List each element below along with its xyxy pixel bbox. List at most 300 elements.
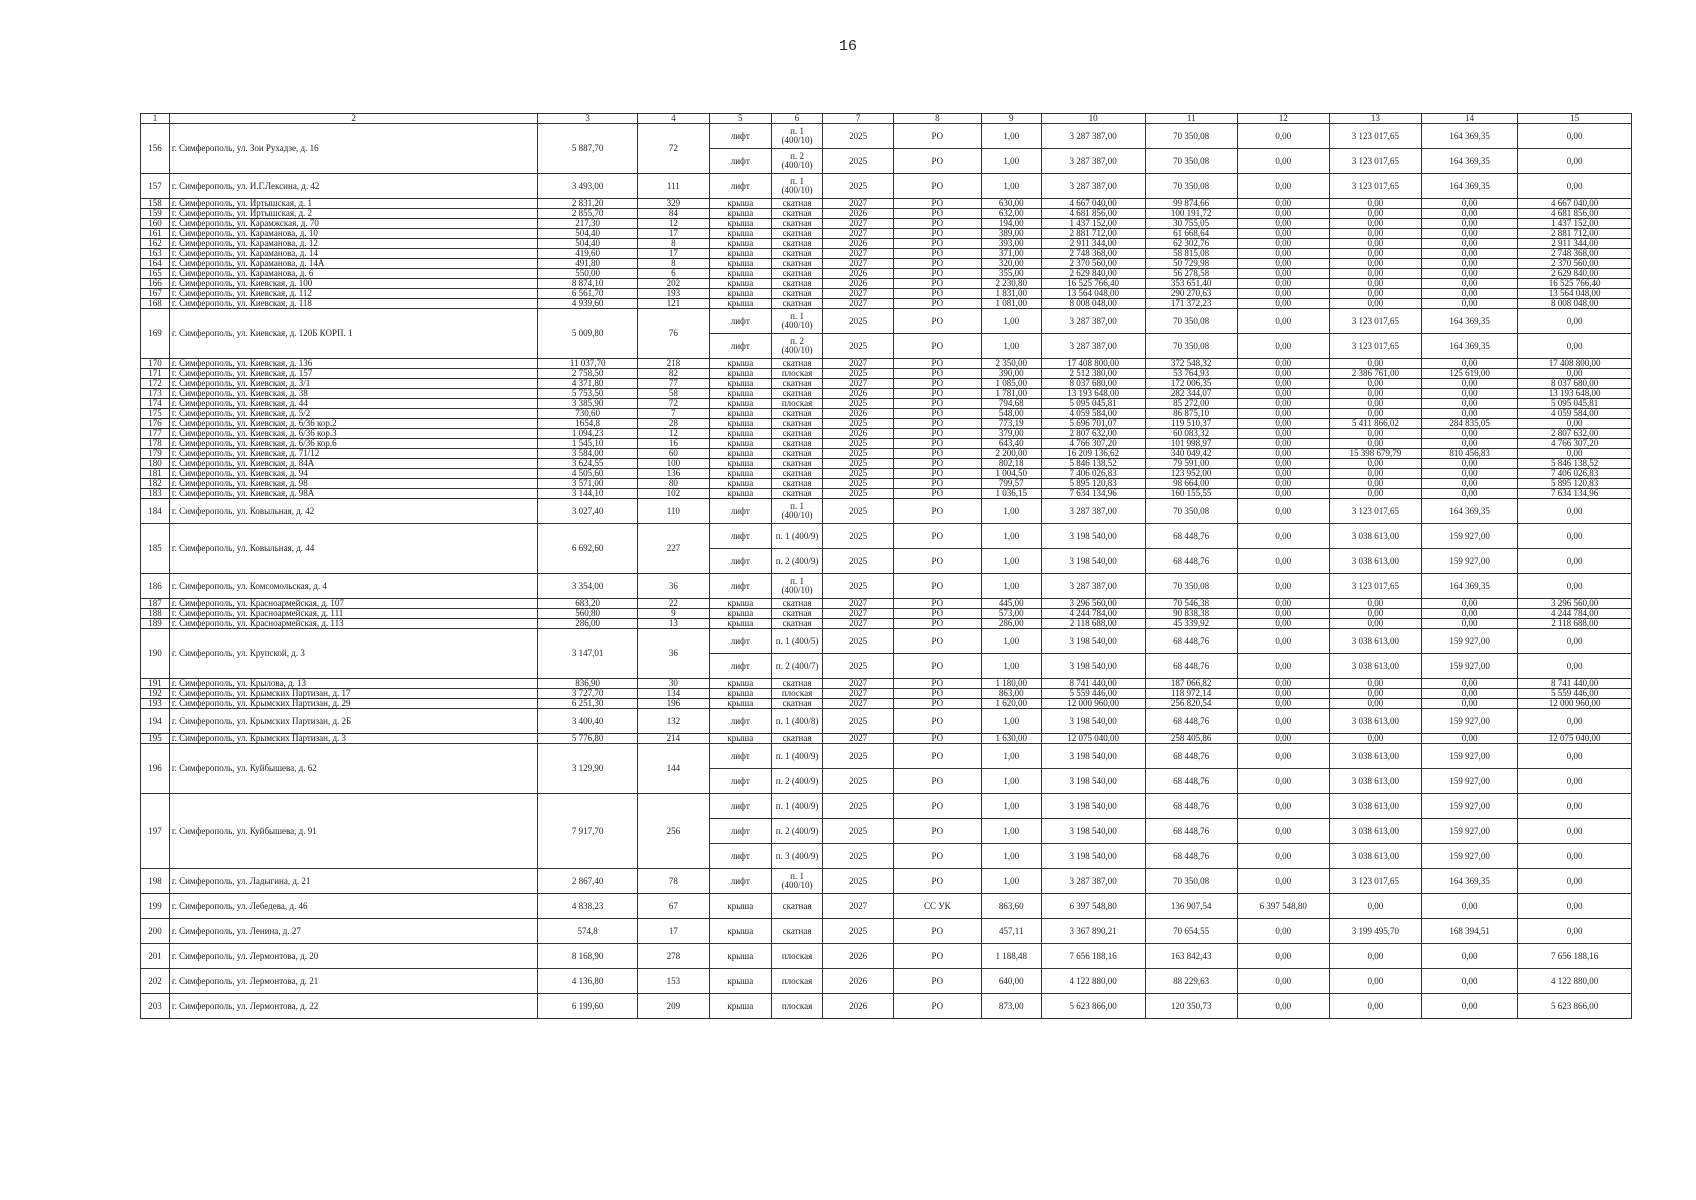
address-cell: г. Симферополь, ул. Крымских Партизан, д. 3 — [169, 734, 537, 744]
fund-share-cell: 0,00 — [1329, 944, 1421, 969]
owner-funds-cell: 0,00 — [1237, 679, 1329, 689]
funding-source-cell: РО — [893, 469, 981, 479]
owner-funds-cell: 0,00 — [1237, 334, 1329, 359]
table-row — [141, 174, 1632, 199]
fund-share-cell: 0,00 — [1329, 489, 1421, 499]
quantity-cell: 1,00 — [981, 499, 1041, 524]
design-cost-cell: 258 405,86 — [1145, 734, 1237, 744]
regional-funds-cell: 0,00 — [1518, 794, 1632, 819]
quantity-cell: 1 781,00 — [981, 389, 1041, 399]
row-number-cell: 178 — [141, 439, 170, 449]
work-detail-cell: скатная — [771, 449, 822, 459]
year-cell: 2025 — [823, 819, 894, 844]
area-cell: 6 199,60 — [538, 994, 638, 1019]
quantity-cell: 548,00 — [981, 409, 1041, 419]
budget-share-cell: 0,00 — [1421, 699, 1517, 709]
work-type-cell: лифт — [709, 499, 771, 524]
residents-cell: 153 — [637, 969, 709, 994]
work-type-cell: крыша — [709, 269, 771, 279]
quantity-cell: 2 200,00 — [981, 449, 1041, 459]
row-number-cell: 188 — [141, 609, 170, 619]
table-row — [141, 709, 1632, 734]
address-cell: г. Симферополь, ул. Киевская, д. 118 — [169, 299, 537, 309]
table-row — [141, 894, 1632, 919]
table-row — [141, 399, 1632, 409]
row-number-cell: 164 — [141, 259, 170, 269]
design-cost-cell: 68 448,76 — [1145, 629, 1237, 654]
quantity-cell: 1,00 — [981, 149, 1041, 174]
budget-share-cell: 0,00 — [1421, 969, 1517, 994]
year-cell: 2027 — [823, 894, 894, 919]
year-cell: 2027 — [823, 699, 894, 709]
row-number-cell: 191 — [141, 679, 170, 689]
row-number-cell: 203 — [141, 994, 170, 1019]
work-detail-cell: скатная — [771, 459, 822, 469]
owner-funds-cell: 0,00 — [1237, 994, 1329, 1019]
residents-cell: 227 — [637, 524, 709, 574]
residents-cell: 214 — [637, 734, 709, 744]
work-detail-cell: п. 1 (400/5) — [771, 629, 822, 654]
area-cell: 3 147,01 — [538, 629, 638, 679]
work-detail-cell: скатная — [771, 229, 822, 239]
fund-share-cell: 0,00 — [1329, 609, 1421, 619]
residents-cell: 16 — [637, 439, 709, 449]
address-cell: г. Симферополь, ул. Киевская, д. 6/36 кор.3 — [169, 429, 537, 439]
fund-share-cell: 3 038 613,00 — [1329, 819, 1421, 844]
fund-share-cell: 0,00 — [1329, 229, 1421, 239]
quantity-cell: 1,00 — [981, 709, 1041, 734]
total-cost-cell: 3 287 387,00 — [1041, 499, 1145, 524]
work-type-cell: крыша — [709, 479, 771, 489]
work-detail-cell: п. 1 (400/10) — [771, 174, 822, 199]
funding-source-cell: РО — [893, 969, 981, 994]
design-cost-cell: 68 448,76 — [1145, 769, 1237, 794]
total-cost-cell: 4 122 880,00 — [1041, 969, 1145, 994]
design-cost-cell: 118 972,14 — [1145, 689, 1237, 699]
residents-cell: 30 — [637, 679, 709, 689]
total-cost-cell: 1 437 152,00 — [1041, 219, 1145, 229]
fund-share-cell: 3 038 613,00 — [1329, 794, 1421, 819]
row-number-cell: 196 — [141, 744, 170, 794]
funding-source-cell: РО — [893, 409, 981, 419]
work-detail-cell: скатная — [771, 239, 822, 249]
area-cell: 5 776,80 — [538, 734, 638, 744]
total-cost-cell: 2 881 712,00 — [1041, 229, 1145, 239]
regional-funds-cell: 13 193 648,00 — [1518, 389, 1632, 399]
total-cost-cell: 3 198 540,00 — [1041, 709, 1145, 734]
design-cost-cell: 70 546,38 — [1145, 599, 1237, 609]
year-cell: 2025 — [823, 794, 894, 819]
row-number-cell: 198 — [141, 869, 170, 894]
design-cost-cell: 62 302,76 — [1145, 239, 1237, 249]
quantity-cell: 1,00 — [981, 549, 1041, 574]
address-cell: г. Симферополь, ул. Крылова, д. 13 — [169, 679, 537, 689]
year-cell: 2026 — [823, 969, 894, 994]
residents-cell: 36 — [637, 574, 709, 599]
table-row — [141, 409, 1632, 419]
work-detail-cell: п. 1 (400/10) — [771, 574, 822, 599]
budget-share-cell: 168 394,51 — [1421, 919, 1517, 944]
funding-source-cell: РО — [893, 299, 981, 309]
quantity-cell: 379,00 — [981, 429, 1041, 439]
area-cell: 504,40 — [538, 239, 638, 249]
work-detail-cell: п. 2 (400/10) — [771, 149, 822, 174]
total-cost-cell: 3 287 387,00 — [1041, 309, 1145, 334]
column-number-cell: 1 — [141, 114, 170, 124]
owner-funds-cell: 0,00 — [1237, 699, 1329, 709]
total-cost-cell: 13 564 048,00 — [1041, 289, 1145, 299]
design-cost-cell: 45 339,92 — [1145, 619, 1237, 629]
table-row — [141, 599, 1632, 609]
fund-share-cell: 3 038 613,00 — [1329, 524, 1421, 549]
address-cell: г. Симферополь, ул. Киевская, д. 5/2 — [169, 409, 537, 419]
area-cell: 504,40 — [538, 229, 638, 239]
table-row — [141, 259, 1632, 269]
work-detail-cell: скатная — [771, 269, 822, 279]
table-row — [141, 919, 1632, 944]
work-type-cell: лифт — [709, 744, 771, 769]
owner-funds-cell: 0,00 — [1237, 259, 1329, 269]
residents-cell: 9 — [637, 609, 709, 619]
total-cost-cell: 4 059 584,00 — [1041, 409, 1145, 419]
work-type-cell: крыша — [709, 469, 771, 479]
budget-share-cell: 159 927,00 — [1421, 769, 1517, 794]
address-cell: г. Симферополь, ул. Красноармейская, д. 111 — [169, 609, 537, 619]
owner-funds-cell: 0,00 — [1237, 469, 1329, 479]
fund-share-cell: 0,00 — [1329, 289, 1421, 299]
area-cell: 6 251,30 — [538, 699, 638, 709]
work-type-cell: крыша — [709, 894, 771, 919]
work-type-cell: лифт — [709, 124, 771, 149]
year-cell: 2026 — [823, 209, 894, 219]
row-number-cell: 171 — [141, 369, 170, 379]
residents-cell: 111 — [637, 174, 709, 199]
work-detail-cell: скатная — [771, 919, 822, 944]
work-detail-cell: п. 3 (400/9) — [771, 844, 822, 869]
address-cell: г. Симферополь, ул. Карамжская, д. 70 — [169, 219, 537, 229]
design-cost-cell: 70 350,08 — [1145, 309, 1237, 334]
work-detail-cell: скатная — [771, 209, 822, 219]
total-cost-cell: 3 198 540,00 — [1041, 629, 1145, 654]
design-cost-cell: 70 350,08 — [1145, 334, 1237, 359]
table-row — [141, 479, 1632, 489]
table-row — [141, 609, 1632, 619]
residents-cell: 28 — [637, 419, 709, 429]
work-detail-cell: скатная — [771, 289, 822, 299]
year-cell: 2026 — [823, 279, 894, 289]
owner-funds-cell: 0,00 — [1237, 124, 1329, 149]
year-cell: 2025 — [823, 419, 894, 429]
budget-share-cell: 0,00 — [1421, 259, 1517, 269]
year-cell: 2027 — [823, 609, 894, 619]
fund-share-cell: 0,00 — [1329, 209, 1421, 219]
fund-share-cell: 0,00 — [1329, 279, 1421, 289]
regional-funds-cell: 4 681 856,00 — [1518, 209, 1632, 219]
design-cost-cell: 136 907,54 — [1145, 894, 1237, 919]
fund-share-cell: 3 123 017,65 — [1329, 499, 1421, 524]
area-cell: 3 027,40 — [538, 499, 638, 524]
total-cost-cell: 2 911 344,00 — [1041, 239, 1145, 249]
design-cost-cell: 372 548,32 — [1145, 359, 1237, 369]
budget-share-cell: 0,00 — [1421, 239, 1517, 249]
table-row — [141, 619, 1632, 629]
area-cell: 4 939,60 — [538, 299, 638, 309]
funding-source-cell: РО — [893, 599, 981, 609]
budget-share-cell: 159 927,00 — [1421, 744, 1517, 769]
budget-share-cell: 0,00 — [1421, 734, 1517, 744]
fund-share-cell: 3 123 017,65 — [1329, 174, 1421, 199]
regional-funds-cell: 2 629 840,00 — [1518, 269, 1632, 279]
work-type-cell: крыша — [709, 259, 771, 269]
owner-funds-cell: 0,00 — [1237, 844, 1329, 869]
work-type-cell: крыша — [709, 459, 771, 469]
work-detail-cell: скатная — [771, 249, 822, 259]
regional-funds-cell: 0,00 — [1518, 919, 1632, 944]
area-cell: 419,60 — [538, 249, 638, 259]
design-cost-cell: 68 448,76 — [1145, 524, 1237, 549]
budget-share-cell: 159 927,00 — [1421, 549, 1517, 574]
table-row — [141, 419, 1632, 429]
regional-funds-cell: 0,00 — [1518, 524, 1632, 549]
design-cost-cell: 187 066,82 — [1145, 679, 1237, 689]
total-cost-cell: 8 741 440,00 — [1041, 679, 1145, 689]
quantity-cell: 643,40 — [981, 439, 1041, 449]
fund-share-cell: 3 123 017,65 — [1329, 309, 1421, 334]
column-number-cell: 9 — [981, 114, 1041, 124]
funding-source-cell: РО — [893, 439, 981, 449]
work-detail-cell: скатная — [771, 359, 822, 369]
funding-source-cell: РО — [893, 994, 981, 1019]
row-number-cell: 183 — [141, 489, 170, 499]
residents-cell: 78 — [637, 869, 709, 894]
fund-share-cell: 0,00 — [1329, 259, 1421, 269]
row-number-cell: 195 — [141, 734, 170, 744]
quantity-cell: 286,00 — [981, 619, 1041, 629]
design-cost-cell: 353 651,40 — [1145, 279, 1237, 289]
row-number-cell: 163 — [141, 249, 170, 259]
budget-share-cell: 159 927,00 — [1421, 794, 1517, 819]
work-detail-cell: скатная — [771, 199, 822, 209]
address-cell: г. Симферополь, ул. Киевская, д. 38 — [169, 389, 537, 399]
residents-cell: 17 — [637, 249, 709, 259]
work-type-cell: лифт — [709, 654, 771, 679]
budget-share-cell: 164 369,35 — [1421, 869, 1517, 894]
work-detail-cell: скатная — [771, 379, 822, 389]
address-cell: г. Симферополь, ул. Лермонтова, д. 21 — [169, 969, 537, 994]
work-detail-cell: скатная — [771, 894, 822, 919]
year-cell: 2025 — [823, 629, 894, 654]
year-cell: 2025 — [823, 459, 894, 469]
area-cell: 8 168,90 — [538, 944, 638, 969]
work-type-cell: лифт — [709, 629, 771, 654]
row-number-cell: 189 — [141, 619, 170, 629]
address-cell: г. Симферополь, ул. И.Г.Лексина, д. 42 — [169, 174, 537, 199]
funding-source-cell: РО — [893, 174, 981, 199]
fund-share-cell: 0,00 — [1329, 239, 1421, 249]
row-number-cell: 181 — [141, 469, 170, 479]
design-cost-cell: 85 272,00 — [1145, 399, 1237, 409]
funding-source-cell: РО — [893, 369, 981, 379]
work-type-cell: крыша — [709, 689, 771, 699]
budget-share-cell: 0,00 — [1421, 379, 1517, 389]
table-row — [141, 734, 1632, 744]
residents-cell: 60 — [637, 449, 709, 459]
budget-share-cell: 0,00 — [1421, 439, 1517, 449]
work-type-cell: крыша — [709, 379, 771, 389]
design-cost-cell: 68 448,76 — [1145, 549, 1237, 574]
funding-source-cell: РО — [893, 199, 981, 209]
residents-cell: 110 — [637, 499, 709, 524]
total-cost-cell: 3 287 387,00 — [1041, 334, 1145, 359]
year-cell: 2025 — [823, 399, 894, 409]
table-row — [141, 869, 1632, 894]
address-cell: г. Симферополь, ул. Киевская, д. 136 — [169, 359, 537, 369]
design-cost-cell: 53 764,93 — [1145, 369, 1237, 379]
area-cell: 574,8 — [538, 919, 638, 944]
area-cell: 5 009,80 — [538, 309, 638, 359]
funding-source-cell: РО — [893, 419, 981, 429]
work-type-cell: лифт — [709, 819, 771, 844]
year-cell: 2025 — [823, 174, 894, 199]
funding-source-cell: РО — [893, 819, 981, 844]
row-number-cell: 182 — [141, 479, 170, 489]
regional-funds-cell: 4 667 040,00 — [1518, 199, 1632, 209]
owner-funds-cell: 0,00 — [1237, 409, 1329, 419]
row-number-cell: 172 — [141, 379, 170, 389]
fund-share-cell: 0,00 — [1329, 479, 1421, 489]
total-cost-cell: 5 696 701,07 — [1041, 419, 1145, 429]
year-cell: 2027 — [823, 359, 894, 369]
fund-share-cell: 3 123 017,65 — [1329, 124, 1421, 149]
regional-funds-cell: 0,00 — [1518, 449, 1632, 459]
work-type-cell: крыша — [709, 944, 771, 969]
funding-source-cell: РО — [893, 219, 981, 229]
budget-share-cell: 0,00 — [1421, 229, 1517, 239]
work-type-cell: лифт — [709, 174, 771, 199]
year-cell: 2027 — [823, 199, 894, 209]
owner-funds-cell: 0,00 — [1237, 389, 1329, 399]
column-number-cell: 4 — [637, 114, 709, 124]
area-cell: 286,00 — [538, 619, 638, 629]
regional-funds-cell: 2 911 344,00 — [1518, 239, 1632, 249]
budget-share-cell: 0,00 — [1421, 469, 1517, 479]
work-type-cell: крыша — [709, 699, 771, 709]
quantity-cell: 1,00 — [981, 574, 1041, 599]
row-number-cell: 169 — [141, 309, 170, 359]
year-cell: 2025 — [823, 769, 894, 794]
funding-source-cell: РО — [893, 869, 981, 894]
year-cell: 2025 — [823, 309, 894, 334]
fund-share-cell: 0,00 — [1329, 219, 1421, 229]
work-detail-cell: плоская — [771, 994, 822, 1019]
work-detail-cell: плоская — [771, 399, 822, 409]
table-row — [141, 359, 1632, 369]
address-cell: г. Симферополь, ул. Куйбышева, д. 91 — [169, 794, 537, 869]
design-cost-cell: 70 350,08 — [1145, 574, 1237, 599]
address-cell: г. Симферополь, ул. Куйбышева, д. 62 — [169, 744, 537, 794]
residents-cell: 121 — [637, 299, 709, 309]
address-cell: г. Симферополь, ул. Киевская, д. 157 — [169, 369, 537, 379]
area-cell: 4 505,60 — [538, 469, 638, 479]
owner-funds-cell: 0,00 — [1237, 199, 1329, 209]
table-row — [141, 199, 1632, 209]
budget-share-cell: 159 927,00 — [1421, 709, 1517, 734]
design-cost-cell: 79 591,00 — [1145, 459, 1237, 469]
work-type-cell: лифт — [709, 334, 771, 359]
work-type-cell: крыша — [709, 449, 771, 459]
area-cell: 3 385,90 — [538, 399, 638, 409]
regional-funds-cell: 12 000 960,00 — [1518, 699, 1632, 709]
total-cost-cell: 16 525 766,40 — [1041, 279, 1145, 289]
residents-cell: 209 — [637, 994, 709, 1019]
residents-cell: 144 — [637, 744, 709, 794]
regional-funds-cell: 4 766 307,20 — [1518, 439, 1632, 449]
work-detail-cell: скатная — [771, 469, 822, 479]
quantity-cell: 873,00 — [981, 994, 1041, 1019]
area-cell: 1 094,23 — [538, 429, 638, 439]
total-cost-cell: 3 287 387,00 — [1041, 869, 1145, 894]
work-type-cell: лифт — [709, 769, 771, 794]
total-cost-cell: 7 406 026,83 — [1041, 469, 1145, 479]
column-number-row — [141, 114, 1632, 124]
fund-share-cell: 0,00 — [1329, 679, 1421, 689]
design-cost-cell: 70 350,08 — [1145, 174, 1237, 199]
total-cost-cell: 4 681 856,00 — [1041, 209, 1145, 219]
quantity-cell: 1,00 — [981, 769, 1041, 794]
owner-funds-cell: 6 397 548,80 — [1237, 894, 1329, 919]
residents-cell: 8 — [637, 259, 709, 269]
year-cell: 2027 — [823, 734, 894, 744]
budget-share-cell: 810 456,83 — [1421, 449, 1517, 459]
budget-share-cell: 0,00 — [1421, 299, 1517, 309]
regional-funds-cell: 5 559 446,00 — [1518, 689, 1632, 699]
table-row — [141, 994, 1632, 1019]
quantity-cell: 1 036,15 — [981, 489, 1041, 499]
budget-share-cell: 284 835,05 — [1421, 419, 1517, 429]
row-number-cell: 175 — [141, 409, 170, 419]
total-cost-cell: 3 367 890,21 — [1041, 919, 1145, 944]
address-cell: г. Симферополь, ул. Киевская, д. 44 — [169, 399, 537, 409]
funding-source-cell: РО — [893, 379, 981, 389]
regional-funds-cell: 0,00 — [1518, 629, 1632, 654]
design-cost-cell: 256 820,54 — [1145, 699, 1237, 709]
budget-share-cell: 0,00 — [1421, 209, 1517, 219]
total-cost-cell: 3 198 540,00 — [1041, 744, 1145, 769]
design-cost-cell: 56 278,58 — [1145, 269, 1237, 279]
regional-funds-cell: 5 623 866,00 — [1518, 994, 1632, 1019]
work-type-cell: лифт — [709, 794, 771, 819]
year-cell: 2026 — [823, 409, 894, 419]
column-number-cell: 15 — [1518, 114, 1632, 124]
area-cell: 2 867,40 — [538, 869, 638, 894]
regional-funds-cell: 0,00 — [1518, 334, 1632, 359]
owner-funds-cell: 0,00 — [1237, 689, 1329, 699]
total-cost-cell: 3 198 540,00 — [1041, 844, 1145, 869]
design-cost-cell: 98 664,00 — [1145, 479, 1237, 489]
table-row — [141, 944, 1632, 969]
regional-funds-cell: 2 748 368,00 — [1518, 249, 1632, 259]
owner-funds-cell: 0,00 — [1237, 869, 1329, 894]
area-cell: 2 758,50 — [538, 369, 638, 379]
row-number-cell: 186 — [141, 574, 170, 599]
regional-funds-cell: 5 846 138,52 — [1518, 459, 1632, 469]
address-cell: г. Симферополь, ул. Киевская, д. 112 — [169, 289, 537, 299]
owner-funds-cell: 0,00 — [1237, 489, 1329, 499]
quantity-cell: 799,57 — [981, 479, 1041, 489]
budget-share-cell: 164 369,35 — [1421, 309, 1517, 334]
work-detail-cell: скатная — [771, 609, 822, 619]
total-cost-cell: 2 629 840,00 — [1041, 269, 1145, 279]
